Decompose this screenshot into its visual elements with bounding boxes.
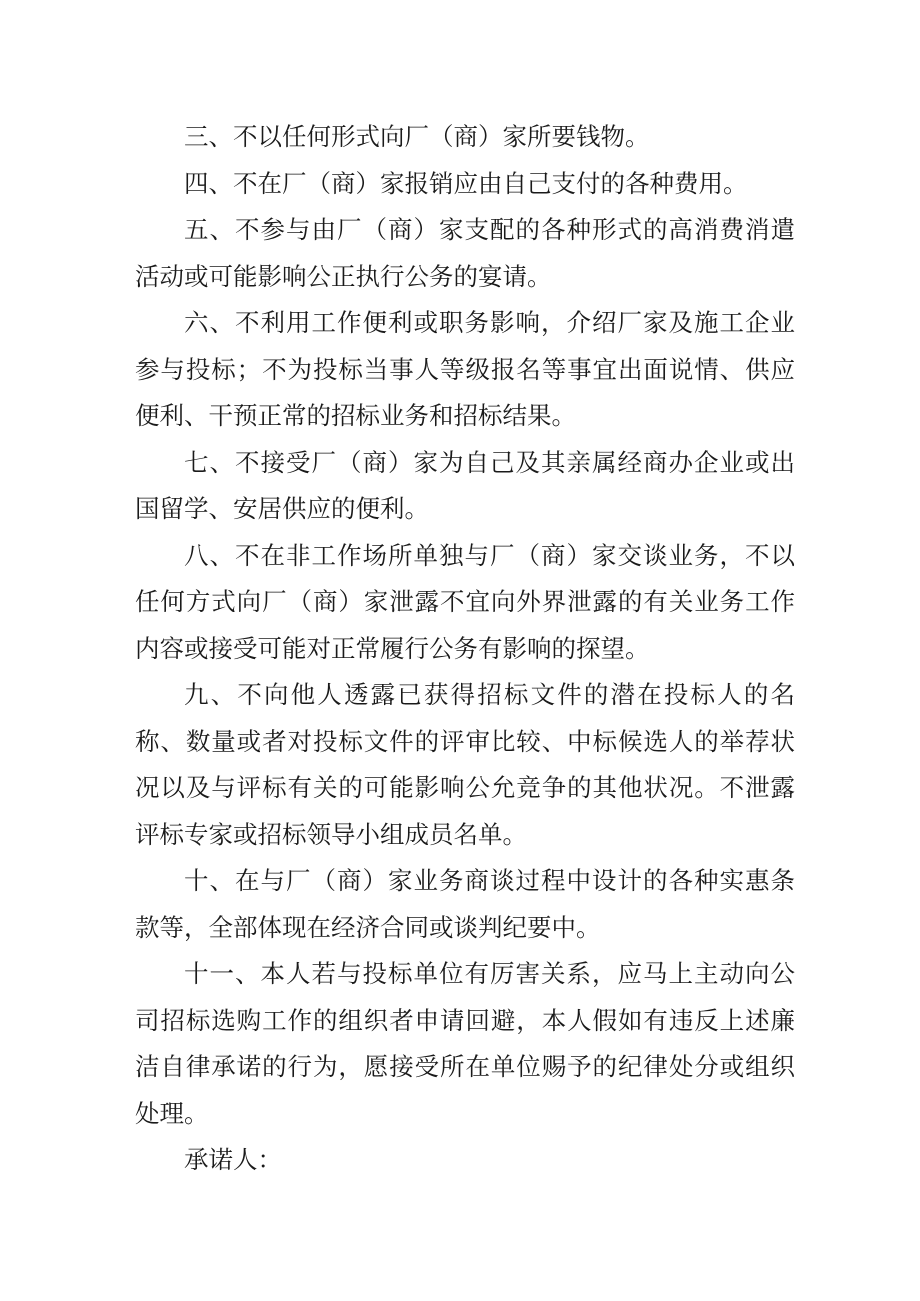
paragraph-item-7: 七、不接受厂（商）家为自己及其亲属经商办企业或出国留学、安居供应的便利。 [135, 447, 795, 523]
document-body [135, 114, 795, 1184]
signature-label: 承诺人： [184, 1145, 282, 1174]
paragraph-item-9: 九、不向他人透露已获得招标文件的潜在投标人的名称、数量或者对投标文件的评审比较、中标候选人的举荐状况以及与评标有关的可能影响公允竞争的其他状况。不泄露评标专家或招标领导小组成员名单。 [135, 680, 795, 849]
paragraph-item-5: 五、不参与由厂（商）家支配的各种形式的高消费消遣活动或可能影响公正执行公务的宴请。 [135, 215, 795, 291]
paragraph-item-11: 十一、本人若与投标单位有厉害关系，应马上主动向公司招标选购工作的组织者申请回避，本人假如有违反上述廉洁自律承诺的行为，愿接受所在单位赐予的纪律处分或组织处理。 [135, 959, 795, 1128]
paragraph-item-3: 三、不以任何形式向厂（商）家所要钱物。 [184, 122, 650, 151]
paragraph-item-10: 十、在与厂（商）家业务商谈过程中设计的各种实惠条款等，全部体现在经济合同或谈判纪要中。 [135, 866, 795, 942]
paragraph-item-8: 八、不在非工作场所单独与厂（商）家交谈业务，不以任何方式向厂（商）家泄露不宜向外界泄露的有关业务工作内容或接受可能对正常履行公务有影响的探望。 [135, 540, 795, 663]
paragraph-item-4: 四、不在厂（商）家报销应由自己支付的各种费用。 [184, 168, 748, 198]
paragraph-item-6: 六、不利用工作便利或职务影响，介绍厂家及施工企业参与投标；不为投标当事人等级报名等事宜出面说情、供应便利、干预正常的招标业务和招标结果。 [135, 308, 795, 430]
